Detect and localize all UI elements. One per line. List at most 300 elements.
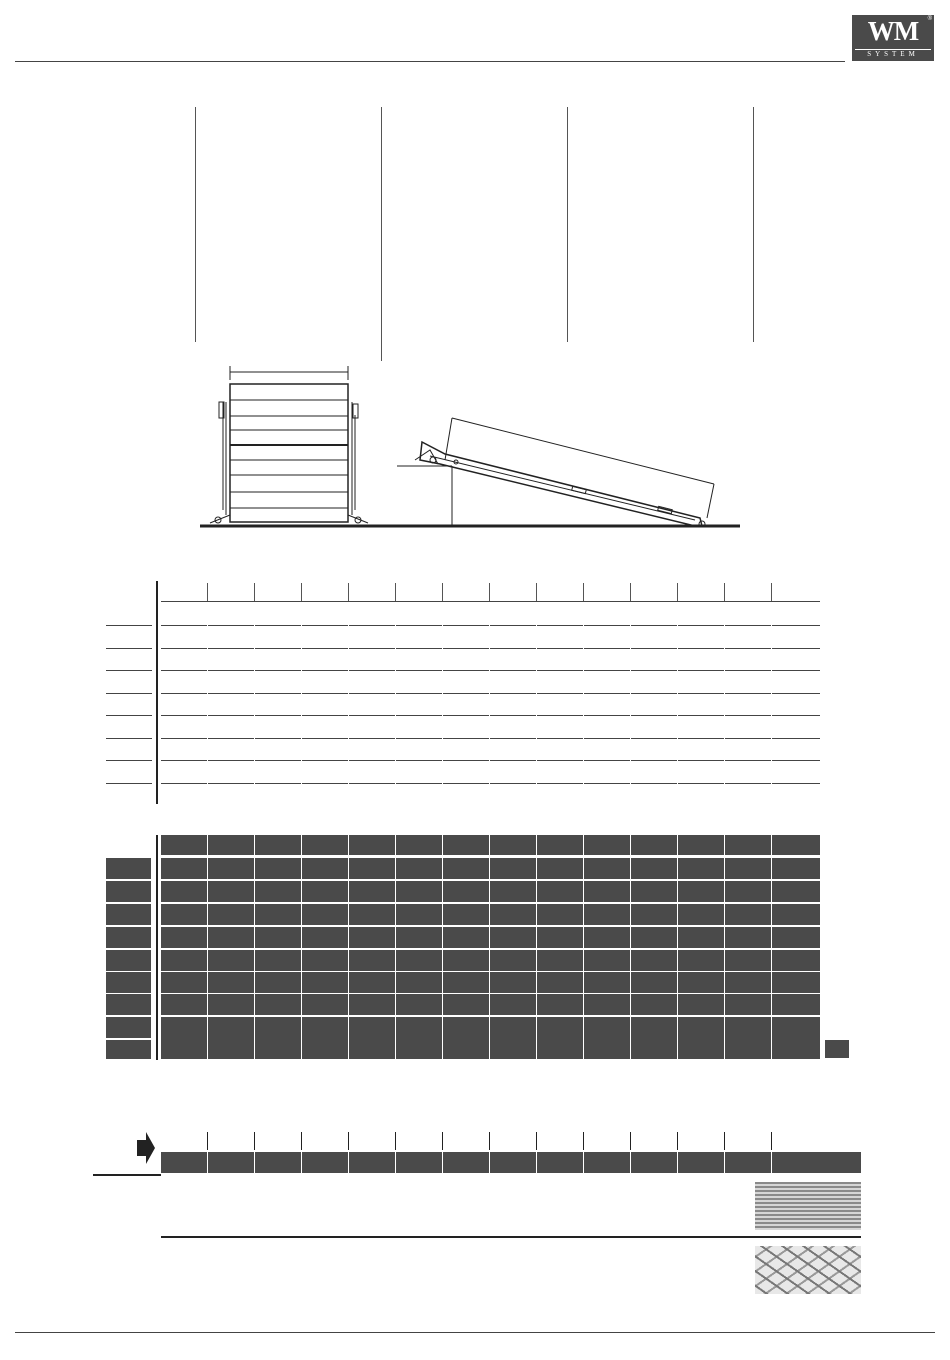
spec-cell-rule xyxy=(161,670,207,671)
spec-header-tick xyxy=(536,583,537,601)
spec-header-tick xyxy=(442,583,443,601)
column-separator xyxy=(195,107,196,342)
dark-cell xyxy=(584,904,630,925)
spec-cell-rule xyxy=(396,625,442,626)
dark-header-cell xyxy=(349,835,395,855)
spec-header-tick xyxy=(630,583,631,601)
dark-table-footnote-cell xyxy=(825,1040,849,1058)
spec-cell-rule xyxy=(537,625,583,626)
dark-cell xyxy=(537,858,583,879)
spec-header-tick xyxy=(583,583,584,601)
dark-cell xyxy=(349,927,395,948)
spec-cell-rule xyxy=(678,693,724,694)
spec-cell-rule xyxy=(584,648,630,649)
spec-cell-rule xyxy=(678,648,724,649)
surface-header-cell xyxy=(631,1152,677,1173)
dark-cell xyxy=(678,904,724,925)
spec-table-header-rule xyxy=(161,601,820,602)
logo-subtitle: SYSTEM xyxy=(855,49,931,59)
spec-row-label-rule xyxy=(106,783,152,784)
spec-cell-rule xyxy=(537,693,583,694)
spec-cell-rule xyxy=(678,625,724,626)
spec-cell-rule xyxy=(396,648,442,649)
dark-header-cell xyxy=(255,835,301,855)
dark-cell-merged xyxy=(772,1017,820,1059)
spec-row-label-rule xyxy=(106,738,152,739)
spec-cell-rule xyxy=(302,715,348,716)
dark-cell xyxy=(161,881,207,902)
spec-cell-rule xyxy=(584,715,630,716)
dark-cell xyxy=(443,904,489,925)
footer-rule xyxy=(15,1332,935,1333)
spec-cell-rule xyxy=(678,715,724,716)
arrow-right-icon xyxy=(137,1132,155,1164)
spec-header-tick xyxy=(254,583,255,601)
dark-header-cell xyxy=(208,835,254,855)
dark-cell xyxy=(631,972,677,993)
dark-cell xyxy=(161,994,207,1015)
dark-cell xyxy=(396,927,442,948)
spec-cell-rule xyxy=(772,760,820,761)
dark-cell xyxy=(302,927,348,948)
spec-cell-rule xyxy=(349,760,395,761)
spec-cell-rule xyxy=(396,715,442,716)
dark-cell xyxy=(631,904,677,925)
spec-cell-rule xyxy=(584,738,630,739)
dark-cell xyxy=(537,950,583,971)
spec-table-spine xyxy=(156,581,158,804)
spec-cell-rule xyxy=(443,670,489,671)
spec-cell-rule xyxy=(537,648,583,649)
dark-cell xyxy=(255,904,301,925)
spec-cell-rule xyxy=(255,693,301,694)
dark-cell xyxy=(396,904,442,925)
dark-cell xyxy=(678,927,724,948)
dark-cell xyxy=(302,972,348,993)
spec-cell-rule xyxy=(725,783,771,784)
surface-header-cell xyxy=(537,1152,583,1173)
spec-cell-rule xyxy=(396,783,442,784)
spec-cell-rule xyxy=(631,670,677,671)
spec-cell-rule xyxy=(255,760,301,761)
ribbed-plate-pattern-icon xyxy=(755,1182,861,1230)
dark-row-label xyxy=(106,1040,151,1059)
dark-cell xyxy=(772,994,820,1015)
spec-cell-rule xyxy=(584,760,630,761)
spec-header-tick xyxy=(301,583,302,601)
spec-cell-rule xyxy=(349,738,395,739)
surface-tick xyxy=(442,1132,443,1150)
surface-tick xyxy=(583,1132,584,1150)
spec-cell-rule xyxy=(349,783,395,784)
spec-cell-rule xyxy=(772,715,820,716)
dark-cell xyxy=(443,881,489,902)
technical-drawing xyxy=(190,360,750,540)
spec-cell-rule xyxy=(678,738,724,739)
spec-cell-rule xyxy=(631,760,677,761)
dark-cell xyxy=(772,904,820,925)
dark-cell xyxy=(678,994,724,1015)
spec-cell-rule xyxy=(631,648,677,649)
dark-cell xyxy=(584,972,630,993)
dark-cell xyxy=(443,994,489,1015)
spec-cell-rule xyxy=(537,715,583,716)
spec-cell-rule xyxy=(631,738,677,739)
spec-cell-rule xyxy=(255,648,301,649)
spec-cell-rule xyxy=(537,760,583,761)
spec-cell-rule xyxy=(208,738,254,739)
spec-cell-rule xyxy=(302,783,348,784)
dark-cell xyxy=(490,927,536,948)
spec-cell-rule xyxy=(490,693,536,694)
spec-cell-rule xyxy=(302,625,348,626)
spec-cell-rule xyxy=(631,693,677,694)
spec-cell-rule xyxy=(584,670,630,671)
spec-cell-rule xyxy=(631,715,677,716)
spec-cell-rule xyxy=(255,625,301,626)
dark-cell xyxy=(349,950,395,971)
column-separator xyxy=(567,107,568,342)
dark-cell xyxy=(161,972,207,993)
spec-cell-rule xyxy=(208,783,254,784)
dark-cell xyxy=(490,994,536,1015)
dark-header-cell xyxy=(490,835,536,855)
dark-cell xyxy=(584,994,630,1015)
spec-cell-rule xyxy=(396,738,442,739)
spec-cell-rule xyxy=(584,693,630,694)
dark-cell xyxy=(631,881,677,902)
spec-cell-rule xyxy=(443,715,489,716)
spec-cell-rule xyxy=(443,625,489,626)
spec-row-label-rule xyxy=(106,715,152,716)
dark-cell xyxy=(772,927,820,948)
dark-cell xyxy=(584,881,630,902)
surface-tick xyxy=(348,1132,349,1150)
dark-cell xyxy=(772,972,820,993)
spec-cell-rule xyxy=(772,783,820,784)
dark-cell xyxy=(349,881,395,902)
surface-tick xyxy=(536,1132,537,1150)
dark-cell xyxy=(443,858,489,879)
spec-cell-rule xyxy=(302,693,348,694)
brand-logo xyxy=(852,15,934,61)
side-view-drawing xyxy=(397,418,714,527)
dark-cell xyxy=(208,950,254,971)
spec-cell-rule xyxy=(302,648,348,649)
spec-cell-rule xyxy=(208,715,254,716)
dark-cell-merged xyxy=(725,1017,771,1059)
surface-header-cell xyxy=(208,1152,254,1173)
spec-header-tick xyxy=(395,583,396,601)
surface-tick xyxy=(489,1132,490,1150)
dark-row-label xyxy=(106,904,151,925)
dark-header-cell xyxy=(443,835,489,855)
spec-cell-rule xyxy=(490,670,536,671)
surface-row-rule xyxy=(161,1236,861,1238)
spec-header-tick xyxy=(489,583,490,601)
spec-cell-rule xyxy=(161,693,207,694)
spec-cell-rule xyxy=(161,760,207,761)
spec-cell-rule xyxy=(584,783,630,784)
dark-cell xyxy=(725,904,771,925)
dark-cell xyxy=(725,950,771,971)
spec-cell-rule xyxy=(443,760,489,761)
dark-cell xyxy=(302,858,348,879)
dark-cell-merged xyxy=(255,1017,301,1059)
dark-header-cell xyxy=(161,835,207,855)
spec-cell-rule xyxy=(208,625,254,626)
surface-tick xyxy=(771,1132,772,1150)
dark-cell xyxy=(537,994,583,1015)
spec-row-label-rule xyxy=(106,760,152,761)
spec-cell-rule xyxy=(161,715,207,716)
spec-cell-rule xyxy=(208,670,254,671)
spec-cell-rule xyxy=(631,783,677,784)
spec-cell-rule xyxy=(537,670,583,671)
spec-cell-rule xyxy=(537,738,583,739)
spec-cell-rule xyxy=(772,648,820,649)
surface-tick xyxy=(724,1132,725,1150)
spec-cell-rule xyxy=(490,738,536,739)
logo-letters: WM xyxy=(867,16,919,46)
registered-mark: ® xyxy=(927,16,932,22)
spec-header-tick xyxy=(771,583,772,601)
dark-cell xyxy=(631,927,677,948)
spec-cell-rule xyxy=(161,625,207,626)
dark-cell xyxy=(161,950,207,971)
dark-cell xyxy=(208,904,254,925)
surface-tick xyxy=(207,1132,208,1150)
dark-cell xyxy=(772,950,820,971)
dark-cell xyxy=(161,927,207,948)
spec-row-label-rule xyxy=(106,670,152,671)
dark-cell-merged xyxy=(490,1017,536,1059)
dark-cell xyxy=(396,994,442,1015)
spec-cell-rule xyxy=(490,783,536,784)
spec-cell-rule xyxy=(631,625,677,626)
dark-cell xyxy=(584,858,630,879)
spec-cell-rule xyxy=(443,738,489,739)
surface-header-cell xyxy=(161,1152,207,1173)
spec-cell-rule xyxy=(161,648,207,649)
spec-row-label-rule xyxy=(106,693,152,694)
spec-cell-rule xyxy=(490,625,536,626)
dark-cell xyxy=(396,950,442,971)
spec-header-tick xyxy=(348,583,349,601)
dark-cell xyxy=(537,927,583,948)
spec-cell-rule xyxy=(537,783,583,784)
surface-header-cell xyxy=(490,1152,536,1173)
dark-cell xyxy=(208,994,254,1015)
spec-cell-rule xyxy=(161,738,207,739)
spec-cell-rule xyxy=(443,783,489,784)
surface-header-cell xyxy=(302,1152,348,1173)
dark-cell xyxy=(302,881,348,902)
spec-cell-rule xyxy=(725,715,771,716)
dark-cell xyxy=(584,927,630,948)
dark-cell xyxy=(490,950,536,971)
surface-tick xyxy=(677,1132,678,1150)
spec-cell-rule xyxy=(772,625,820,626)
surface-tick xyxy=(254,1132,255,1150)
dark-cell xyxy=(302,904,348,925)
spec-cell-rule xyxy=(490,648,536,649)
spec-cell-rule xyxy=(255,670,301,671)
dark-row-label xyxy=(106,881,151,902)
dark-cell-merged xyxy=(631,1017,677,1059)
spec-row-label-rule xyxy=(106,625,152,626)
spec-header-tick xyxy=(207,583,208,601)
dark-cell xyxy=(443,972,489,993)
spec-cell-rule xyxy=(349,648,395,649)
spec-cell-rule xyxy=(490,760,536,761)
spec-cell-rule xyxy=(255,783,301,784)
dark-row-label xyxy=(106,1017,151,1038)
dark-header-cell xyxy=(584,835,630,855)
spec-cell-rule xyxy=(678,760,724,761)
dark-cell xyxy=(396,881,442,902)
dark-cell-merged xyxy=(208,1017,254,1059)
dark-cell xyxy=(302,950,348,971)
dark-cell-merged xyxy=(537,1017,583,1059)
dark-cell xyxy=(208,881,254,902)
surface-tick xyxy=(301,1132,302,1150)
dark-cell xyxy=(584,950,630,971)
surface-header-cell xyxy=(396,1152,442,1173)
dark-row-label xyxy=(106,950,151,971)
dark-cell xyxy=(349,972,395,993)
front-view-drawing xyxy=(210,366,368,523)
dark-cell xyxy=(490,858,536,879)
spec-cell-rule xyxy=(725,625,771,626)
surface-header-cell xyxy=(725,1152,771,1173)
dark-header-cell xyxy=(725,835,771,855)
dark-cell-merged xyxy=(396,1017,442,1059)
spec-cell-rule xyxy=(396,670,442,671)
dark-cell xyxy=(396,972,442,993)
spec-cell-rule xyxy=(772,738,820,739)
dark-cell xyxy=(443,927,489,948)
dark-header-cell xyxy=(302,835,348,855)
dark-cell-merged xyxy=(443,1017,489,1059)
surface-header-cell xyxy=(443,1152,489,1173)
surface-header-cell xyxy=(349,1152,395,1173)
surface-header-cell xyxy=(772,1152,861,1173)
spec-cell-rule xyxy=(725,670,771,671)
dark-cell xyxy=(537,972,583,993)
dark-cell xyxy=(255,972,301,993)
dark-cell xyxy=(255,881,301,902)
dark-cell xyxy=(161,904,207,925)
dark-cell xyxy=(490,972,536,993)
dark-cell xyxy=(302,994,348,1015)
surface-header-cell xyxy=(584,1152,630,1173)
dark-cell xyxy=(490,881,536,902)
dark-cell-merged xyxy=(678,1017,724,1059)
spec-cell-rule xyxy=(443,648,489,649)
spec-cell-rule xyxy=(490,715,536,716)
dark-cell xyxy=(725,858,771,879)
spec-cell-rule xyxy=(255,738,301,739)
spec-cell-rule xyxy=(349,715,395,716)
dark-header-cell xyxy=(537,835,583,855)
dark-table-spine xyxy=(156,835,158,1060)
dark-cell-merged xyxy=(161,1017,207,1059)
dark-row-label xyxy=(106,858,151,879)
dark-cell xyxy=(349,994,395,1015)
dark-cell xyxy=(678,881,724,902)
dark-cell xyxy=(490,904,536,925)
column-separator xyxy=(381,107,382,361)
dark-row-label xyxy=(106,994,151,1015)
spec-cell-rule xyxy=(443,693,489,694)
dark-cell xyxy=(443,950,489,971)
column-separator xyxy=(753,107,754,342)
dark-cell xyxy=(161,858,207,879)
dark-cell xyxy=(349,858,395,879)
dark-cell xyxy=(772,881,820,902)
spec-cell-rule xyxy=(302,670,348,671)
spec-row-label-rule xyxy=(106,648,152,649)
surface-header-cell xyxy=(255,1152,301,1173)
dark-cell-merged xyxy=(584,1017,630,1059)
dark-cell xyxy=(537,904,583,925)
spec-cell-rule xyxy=(396,693,442,694)
spec-cell-rule xyxy=(349,693,395,694)
dark-cell xyxy=(631,994,677,1015)
surface-tick xyxy=(630,1132,631,1150)
spec-cell-rule xyxy=(725,648,771,649)
dark-cell xyxy=(631,950,677,971)
dark-cell-merged xyxy=(349,1017,395,1059)
dark-cell-merged xyxy=(302,1017,348,1059)
dark-cell xyxy=(678,858,724,879)
spec-cell-rule xyxy=(725,693,771,694)
surface-header-cell xyxy=(678,1152,724,1173)
spec-cell-rule xyxy=(208,760,254,761)
dark-header-cell xyxy=(396,835,442,855)
spec-cell-rule xyxy=(161,783,207,784)
dark-cell xyxy=(537,881,583,902)
spec-header-tick xyxy=(724,583,725,601)
dark-cell xyxy=(725,972,771,993)
dark-header-cell xyxy=(772,835,820,855)
dark-cell xyxy=(678,950,724,971)
spec-cell-rule xyxy=(772,693,820,694)
spec-cell-rule xyxy=(678,783,724,784)
spec-cell-rule xyxy=(349,670,395,671)
dark-cell xyxy=(631,858,677,879)
spec-cell-rule xyxy=(208,648,254,649)
dark-cell xyxy=(208,927,254,948)
spec-cell-rule xyxy=(255,715,301,716)
spec-cell-rule xyxy=(725,738,771,739)
spec-cell-rule xyxy=(302,738,348,739)
surface-row-rule xyxy=(93,1174,161,1176)
spec-cell-rule xyxy=(302,760,348,761)
dark-cell xyxy=(349,904,395,925)
dark-cell xyxy=(772,858,820,879)
expanded-mesh-pattern-icon xyxy=(755,1246,861,1294)
dark-header-cell xyxy=(678,835,724,855)
spec-cell-rule xyxy=(772,670,820,671)
dark-cell xyxy=(255,994,301,1015)
dark-row-label xyxy=(106,972,151,993)
dark-cell xyxy=(208,972,254,993)
dark-cell xyxy=(725,881,771,902)
spec-cell-rule xyxy=(396,760,442,761)
spec-cell-rule xyxy=(349,625,395,626)
